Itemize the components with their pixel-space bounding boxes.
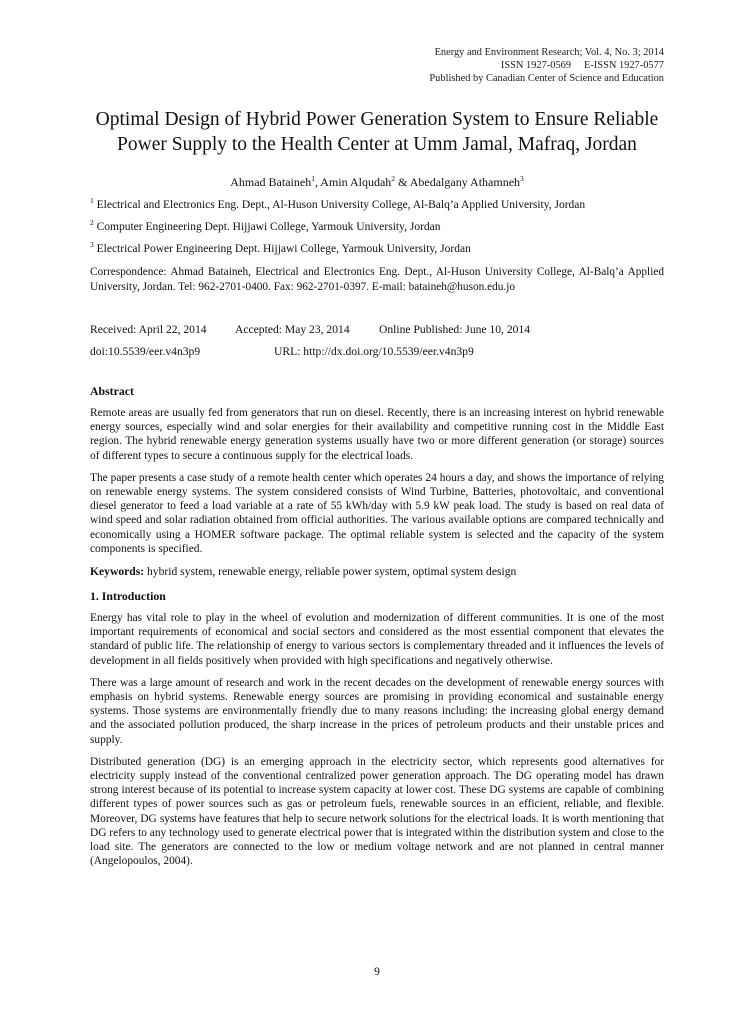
affiliation: [90, 220, 664, 234]
abstract-paragraph: The paper presents a case study of a remote health center which operates 24 hours a day, and shows the importance of relying on renewable energy systems. The system considered consists of Wind Turbine, Batteries, photovoltaic, and conventional diesel generator to feed a load variable at a rate of 55 kWh/day with 5.9 kW peak load. The study is based on real data of wind speed and solar radiation obtained from official authorities. The various available options are compared technically and economically using a HOMER software package. The optimal reliable system is selected and the capacity of the system components is specified.: [90, 471, 664, 555]
doi-line: [90, 344, 664, 359]
author-affil-mark: 1: [311, 174, 315, 183]
author-separator: &: [395, 175, 410, 189]
correspondence: Correspondence: Ahmad Bataineh, Electrical and Electronics Eng. Dept., Al-Huson University College, Al-Balq’a Applied University, Jordan. Tel: 962-2701-0400. Fax: 962-2701-0397. E-mail: bataineh@huson.edu.jo: [90, 266, 664, 293]
author-name: Ahmad Bataineh: [230, 175, 312, 189]
keywords-text: hybrid system, renewable energy, reliable power system, optimal system design: [144, 565, 517, 579]
received-date: Received: April 22, 2014: [90, 323, 207, 336]
author-separator: ,: [314, 175, 321, 189]
intro-paragraph: Distributed generation (DG) is an emerging approach in the electricity sector, which represents good alternatives for electricity supply instead of the conventional centralized power generation approach. The DG operating model has drawn strong interest because of its potential to increase system capacity at lower cost. These DG systems are capable of combining different types of power sources such as gas or petroleum fuels, renewable sources in an efficient, reliable, and flexible. Moreover, DG systems have features that help to secure network solutions for the electrical loads. It is worth mentioning that DG refers to any technology used to generate electrical power that is integrated within the distribution system and close to the load site. The generators are connected to the low or medium voltage network and are not planned in central manner (Angelopoulos, 2004).: [90, 755, 664, 868]
journal-issn: ISSN 1927-0569 E-ISSN 1927-0577: [500, 60, 664, 71]
keywords: [90, 564, 664, 579]
affil-mark: 2: [90, 218, 94, 228]
keywords-label: Keywords:: [90, 565, 145, 579]
paper-title: Optimal Design of Hybrid Power Generation System to Ensure Reliable Power Supply to the Health Center at Umm Jamal, Mafraq, Jordan: [95, 109, 659, 155]
affil-mark: 3: [90, 240, 94, 250]
author-affil-mark: 3: [520, 174, 524, 183]
intro-paragraph: There was a large amount of research and work in the recent decades on the development of renewable energy sources with emphasis on hybrid systems. Renewable energy sources are promising in providing economical and sustainable energy systems. Those systems are environmentally friendly due to many reasons including: the increasing global energy demand and the associated pollution produced, the sharp increase in the prices of petroleum products and their unstable prices and supply.: [90, 676, 664, 746]
author-name: Amin Alqudah: [320, 175, 392, 189]
doi-url[interactable]: URL: http://dx.doi.org/10.5539/eer.v4n3p9: [274, 345, 474, 358]
author-name: Abedalgany Athamneh: [409, 175, 521, 189]
affil-text: Computer Engineering Dept. Hijjawi College, Yarmouk University, Jordan: [93, 221, 441, 233]
affil-text: Electrical Power Engineering Dept. Hijjawi College, Yarmouk University, Jordan: [93, 243, 471, 255]
abstract-heading: Abstract: [90, 384, 134, 398]
author-affil-mark: 2: [391, 174, 396, 183]
author-list: [90, 175, 664, 190]
published-date: Online Published: June 10, 2014: [379, 323, 531, 336]
accepted-date: Accepted: May 23, 2014: [235, 323, 350, 336]
journal-publisher: Published by Canadian Center of Science and Education: [429, 73, 664, 84]
page-number: 9: [374, 966, 380, 978]
introduction-heading: 1. Introduction: [90, 589, 166, 604]
article-dates: [90, 322, 664, 337]
affiliation: [90, 198, 664, 212]
journal-header: [90, 46, 664, 85]
abstract-paragraph: Remote areas are usually fed from generators that run on diesel. Recently, there is an increasing interest on hybrid renewable energy sources, especially wind and solar energies for their availability and competitive running cost in the Middle East region. The hybrid renewable energy generation systems usually have two or more different generation (or storage) sources of different types to secure a continuous supply for the electrical loads.: [90, 407, 664, 462]
affil-text: Electrical and Electronics Eng. Dept., Al-Huson University College, Al-Balq’a Applied University, Jordan: [93, 199, 586, 211]
affiliation: [90, 242, 664, 256]
journal-name: Energy and Environment Research; Vol. 4, No. 3; 2014: [434, 47, 664, 58]
doi: doi:10.5539/eer.v4n3p9: [90, 345, 201, 358]
affil-mark: 1: [90, 196, 94, 206]
intro-paragraph: Energy has vital role to play in the wheel of evolution and modernization of different communities. It is one of the most important requirements of economical and social sectors and considered as the most essential component that elevates the standard of public life. The relationship of energy to various sectors is complementary threaded and it influences the levels of development in all fields positively when provided with high specifications and negatively otherwise.: [90, 612, 664, 667]
paper-page: [90, 46, 664, 868]
